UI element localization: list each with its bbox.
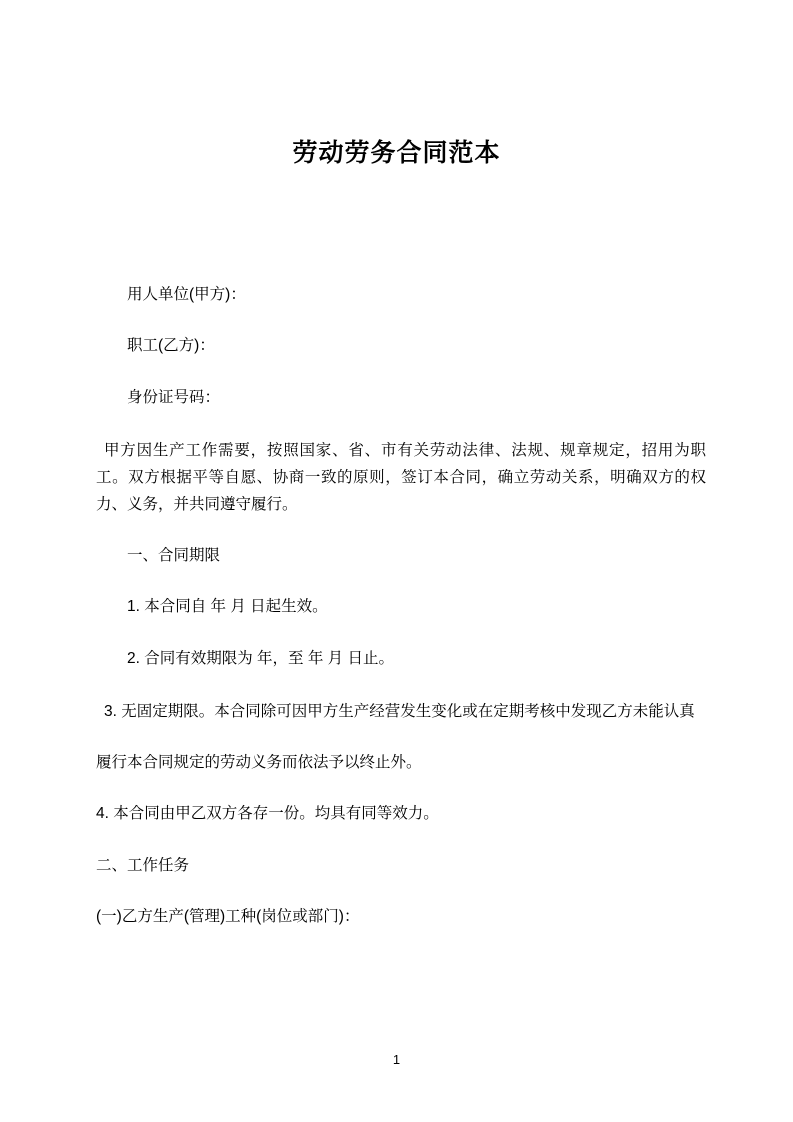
employer-line: 用人单位(甲方)： <box>127 286 246 303</box>
preamble-paragraph: 甲方因生产工作需要，按照国家、省、市有关劳动法律、法规、规章规定，招用为职工。双方根据平等自愿、协商一致的原则，签订本合同，确立劳动关系，明确双方的权力、义务，并共同遵守履行。 <box>96 441 706 513</box>
clause-1-3: 3. 无固定期限。本合同除可因甲方生产经营发生变化或在定期考核中发现乙方未能认真 <box>104 702 695 720</box>
section-1-heading: 一、合同期限 <box>127 547 221 565</box>
page-title: 劳动劳务合同范本 <box>292 139 501 167</box>
employee-line: 职工(乙方)： <box>127 337 215 355</box>
clause-1-1: 1. 本合同自 年 月 日起生效。 <box>127 598 328 616</box>
clause-1-4: 4. 本合同由甲乙双方各存一份。均具有同等效力。 <box>96 805 439 823</box>
clause-2-1: (一)乙方生产(管理)工种(岗位或部门)： <box>96 907 360 925</box>
clause-1-3-continued: 履行本合同规定的劳动义务而依法予以终止外。 <box>96 754 422 771</box>
section-2-heading: 二、工作任务 <box>96 856 190 874</box>
clause-1-2: 2. 合同有效期限为 年，至 年 月 日止。 <box>127 649 394 667</box>
document-body <box>96 283 706 956</box>
page-number: 1 <box>392 1052 401 1067</box>
id-number-line: 身份证号码： <box>127 388 221 406</box>
